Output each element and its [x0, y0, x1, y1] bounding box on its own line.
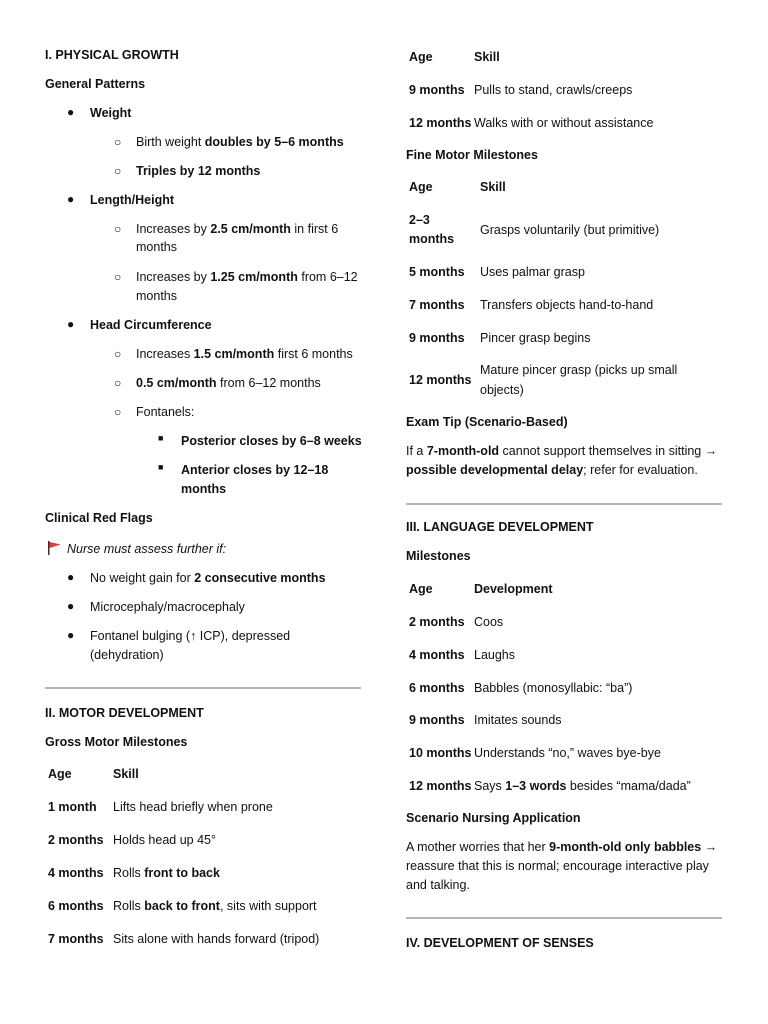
- table-row-development: Laughs: [474, 648, 516, 662]
- table-row-development: Coos: [474, 615, 504, 629]
- scenario-line-2: reassure that this is normal; encourage interactive play: [406, 859, 709, 873]
- list-item-head-1: Increases 1.5 cm/month first 6 months: [136, 347, 353, 361]
- scenario-line-1: A mother worries that her 9-month-old only babbles →: [406, 840, 718, 854]
- red-flag-item-1: No weight gain for 2 consecutive months: [90, 571, 326, 585]
- list-item-triples: Triples by 12 months: [136, 164, 261, 178]
- section-title-development-of-senses: IV. DEVELOPMENT OF SENSES: [406, 936, 594, 950]
- table-row-skill: Rolls back to front, sits with support: [113, 899, 317, 913]
- section-title-physical-growth: I. PHYSICAL GROWTH: [45, 48, 179, 62]
- table-row-development: Says 1–3 words besides “mama/dada”: [474, 779, 691, 793]
- table-row-age: 2 months: [48, 833, 104, 847]
- table-row-age: 4 months: [48, 866, 104, 880]
- subheading-scenario-nursing: Scenario Nursing Application: [406, 811, 581, 825]
- red-flag-item-3: Fontanel bulging (↑ ICP), depressed: [90, 629, 291, 643]
- bullet-dot: ●: [67, 192, 75, 206]
- bullet-circle: ○: [114, 376, 122, 390]
- subheading-milestones: Milestones: [406, 549, 471, 563]
- table-row-age: 6 months: [409, 681, 465, 695]
- table-row-skill: Rolls front to back: [113, 866, 220, 880]
- table-row-skill: Holds head up 45°: [113, 833, 216, 847]
- exam-tip-line-2: possible developmental delay; refer for evaluation.: [406, 463, 698, 477]
- list-item-head: Head Circumference: [90, 318, 212, 332]
- table-row-age: 2 months: [409, 615, 465, 629]
- table-row-skill: Mature pincer grasp (picks up small: [480, 363, 678, 377]
- table-row-age: 7 months: [409, 298, 465, 312]
- table-row-skill: Lifts head briefly when prone: [113, 800, 273, 814]
- table-row-skill: Pulls to stand, crawls/creeps: [474, 83, 633, 97]
- list-item-posterior: Posterior closes by 6–8 weeks: [181, 434, 362, 448]
- table-row-age: 5 months: [409, 265, 465, 279]
- bullet-circle: ○: [114, 135, 122, 149]
- red-flag-icon: [47, 541, 62, 555]
- red-flag-item-2: Microcephaly/macrocephaly: [90, 600, 245, 614]
- table-row-skill: Grasps voluntarily (but primitive): [480, 223, 660, 237]
- bullet-dot: ●: [67, 570, 75, 584]
- list-item-fontanels: Fontanels:: [136, 405, 195, 419]
- subheading-clinical-red-flags: Clinical Red Flags: [45, 511, 153, 525]
- fine-motor-header-skill: Skill: [480, 180, 506, 194]
- list-item-length-1-cont: months: [136, 240, 177, 254]
- bullet-dot: ●: [67, 317, 75, 331]
- subheading-exam-tip: Exam Tip (Scenario-Based): [406, 415, 568, 429]
- subheading-fine-motor: Fine Motor Milestones: [406, 148, 538, 162]
- language-header-development: Development: [474, 582, 553, 596]
- table-row-age: 4 months: [409, 648, 465, 662]
- list-item-length: Length/Height: [90, 193, 175, 207]
- table-row-age: 7 months: [48, 932, 104, 946]
- section-divider: [406, 917, 722, 919]
- list-item-head-2: 0.5 cm/month from 6–12 months: [136, 376, 321, 390]
- table-row-age: 12 months: [409, 373, 472, 387]
- table-row-development: Understands “no,” waves bye-bye: [474, 746, 661, 760]
- section-divider: [406, 503, 722, 505]
- table-row-age: 2–3: [409, 213, 430, 227]
- table-row-development: Imitates sounds: [474, 713, 562, 727]
- fine-motor-header-age: Age: [409, 180, 433, 194]
- table-row-age: 6 months: [48, 899, 104, 913]
- list-item-length-2-cont: months: [136, 289, 177, 303]
- bullet-circle: ○: [114, 164, 122, 178]
- gross-motor-cont-header-age: Age: [409, 50, 433, 64]
- bullet-circle: ○: [114, 347, 122, 361]
- gross-motor-header-age: Age: [48, 767, 72, 781]
- table-row-skill: Transfers objects hand-to-hand: [480, 298, 654, 312]
- scenario-line-3: and talking.: [406, 878, 470, 892]
- nurse-assess-note: Nurse must assess further if:: [67, 542, 227, 556]
- bullet-dot: ●: [67, 628, 75, 642]
- list-item-length-2: Increases by 1.25 cm/month from 6–12: [136, 270, 358, 284]
- bullet-circle: ○: [114, 270, 122, 284]
- bullet-square: ■: [158, 433, 164, 443]
- red-flag-item-3-cont: (dehydration): [90, 648, 164, 662]
- bullet-circle: ○: [114, 405, 122, 419]
- table-row-age: 9 months: [409, 331, 465, 345]
- subheading-gross-motor: Gross Motor Milestones: [45, 735, 188, 749]
- table-row-skill: Walks with or without assistance: [474, 116, 654, 130]
- bullet-circle: ○: [114, 222, 122, 236]
- table-row-age-cont: months: [409, 232, 455, 246]
- section-divider: [45, 687, 361, 689]
- list-item-length-1: Increases by 2.5 cm/month in first 6: [136, 222, 339, 236]
- table-row-age: 9 months: [409, 83, 465, 97]
- table-row-age: 10 months: [409, 746, 472, 760]
- bullet-square: ■: [158, 462, 164, 472]
- table-row-age: 1 month: [48, 800, 97, 814]
- gross-motor-cont-header-skill: Skill: [474, 50, 500, 64]
- table-row-age: 12 months: [409, 779, 472, 793]
- list-item-anterior: Anterior closes by 12–18: [181, 463, 329, 477]
- table-row-skill: Sits alone with hands forward (tripod): [113, 932, 320, 946]
- table-row-age: 9 months: [409, 713, 465, 727]
- list-item-weight: Weight: [90, 106, 132, 120]
- table-row-development: Babbles (monosyllabic: “ba”): [474, 681, 633, 695]
- section-title-motor-development: II. MOTOR DEVELOPMENT: [45, 706, 204, 720]
- list-item-birth-weight: Birth weight doubles by 5–6 months: [136, 135, 344, 149]
- exam-tip-line-1: If a 7-month-old cannot support themselves in sitting →: [406, 444, 718, 458]
- section-title-language-development: III. LANGUAGE DEVELOPMENT: [406, 520, 594, 534]
- table-row-skill: Uses palmar grasp: [480, 265, 585, 279]
- language-header-age: Age: [409, 582, 433, 596]
- table-row-skill: Pincer grasp begins: [480, 331, 591, 345]
- table-row-skill-cont: objects): [480, 383, 524, 397]
- bullet-dot: ●: [67, 599, 75, 613]
- bullet-dot: ●: [67, 105, 75, 119]
- subheading-general-patterns: General Patterns: [45, 77, 146, 91]
- table-row-age: 12 months: [409, 116, 472, 130]
- gross-motor-header-skill: Skill: [113, 767, 139, 781]
- list-item-anterior-cont: months: [181, 482, 227, 496]
